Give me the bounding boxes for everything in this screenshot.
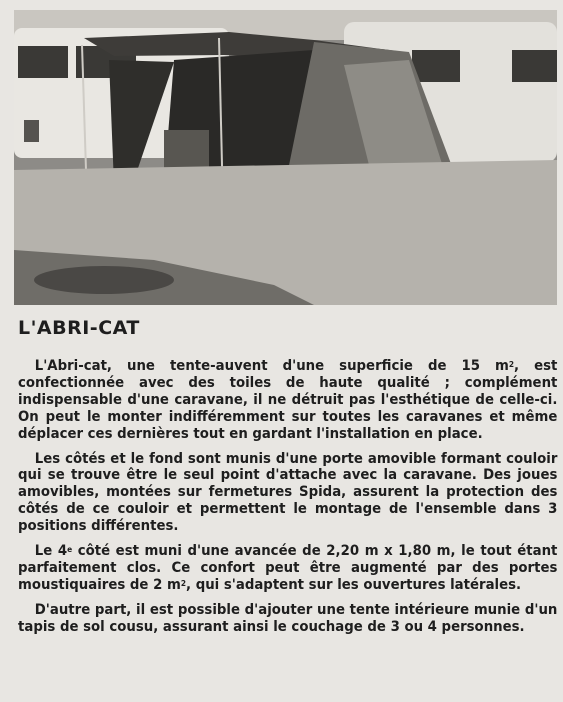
paragraph-1: L'Abri-cat, une tente-auvent d'une superficie de 15 $m^2$, est confectionnée avec des toiles de haute qualité ; complément indispensable d'une caravane, il ne détruit pas l'esthétique de celle-ci. On peut le monter indifféremment sur toutes les caravanes et même déplacer ces dernières tout en gardant l'installation en place. xyxy=(18,358,558,442)
chair xyxy=(164,130,209,170)
article-body xyxy=(18,358,557,644)
paragraph-3: Le 4e côté est muni d'une avancée de 2,20 m x 1,80 m, le tout étant parfaitement clos. Ce confort peut être augmenté par des portes moustiquaires de 2 $m^2$, qui s'adaptent sur les ouvertures latérales. xyxy=(18,543,558,593)
article-photo xyxy=(14,10,557,305)
paragraph-2: Les côtés et le fond sont munis d'une porte amovible formant couloir qui se trouve être le seul point d'attache avec la caravane. Des joues amovibles, montées sur fermetures Spida, assurent la protection des côtés de ce couloir et permettent le montage de l'ensemble dans 3 positions différentes. xyxy=(18,450,558,535)
tent-photo-illustration xyxy=(14,10,557,305)
article-title: L'ABRI-CAT xyxy=(18,317,140,339)
paragraph-4: D'autre part, il est possible d'ajouter une tente intérieure munie d'un tapis de sol cousu, assurant ainsi le couchage de 3 ou 4 personnes. xyxy=(18,601,558,635)
